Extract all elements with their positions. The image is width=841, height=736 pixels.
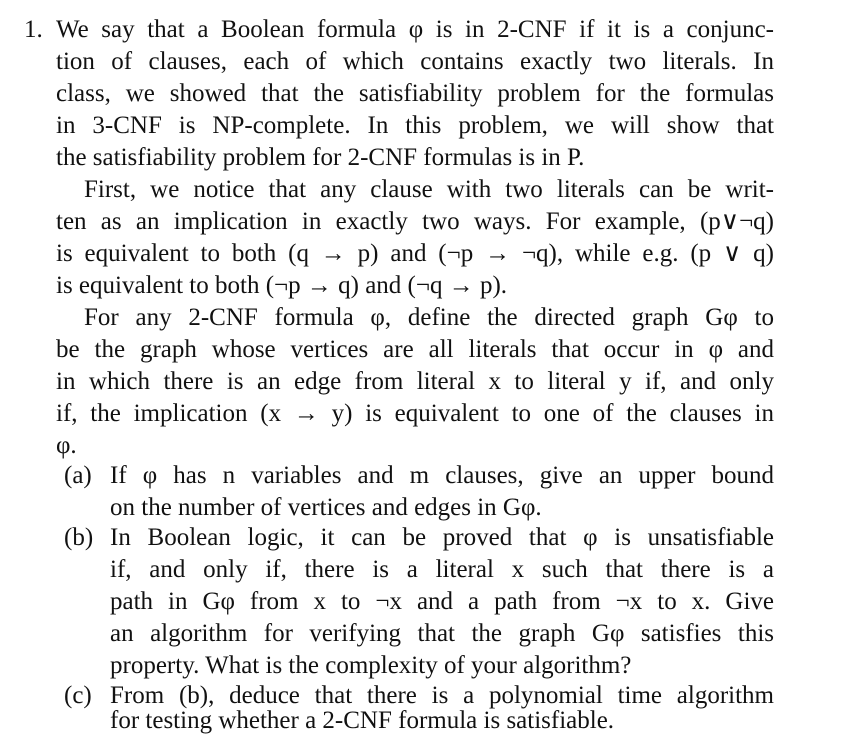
part-b-line: an algorithm for verifying that the graph Gφ satisfies this	[110, 620, 774, 647]
part-c-label: (c)	[64, 682, 92, 709]
para2-line: First, we notice that any clause with two literals can be writ-	[84, 176, 774, 203]
part-b-line: property. What is the complexity of your algorithm?	[110, 652, 632, 679]
intro-line: We say that a Boolean formula φ is in 2-CNF if it is a conjunc-	[56, 16, 774, 43]
para2-line: ten as an implication in exactly two ways. For example, (p∨¬q)	[56, 208, 774, 235]
para3-line: φ.	[56, 432, 77, 459]
problem-number: 1.	[24, 16, 43, 43]
para3-line: be the graph whose vertices are all literals that occur in φ and	[56, 336, 774, 363]
intro-line: tion of clauses, each of which contains exactly two literals. In	[56, 48, 774, 75]
part-a-line: on the number of vertices and edges in Gφ.	[110, 494, 542, 521]
part-a-line: If φ has n variables and m clauses, give an upper bound	[110, 462, 774, 489]
intro-line: the satisfiability problem for 2-CNF formulas is in P.	[56, 144, 585, 171]
para3-line: if, the implication (x → y) is equivalent to one of the clauses in	[56, 400, 774, 427]
para2-line: is equivalent to both (¬p → q) and (¬q → p).	[56, 272, 508, 299]
para3-line: in which there is an edge from literal x to literal y if, and only	[56, 368, 774, 395]
intro-line: in 3-CNF is NP-complete. In this problem, we will show that	[56, 112, 774, 139]
part-a-label: (a)	[64, 462, 92, 489]
para3-line: For any 2-CNF formula φ, define the directed graph Gφ to	[84, 304, 774, 331]
part-b-line: path in Gφ from x to ¬x and a path from ¬x to x. Give	[110, 588, 774, 615]
intro-line: class, we showed that the satisfiability problem for the formulas	[56, 80, 774, 107]
part-b-label: (b)	[64, 524, 94, 551]
part-c-line: From (b), deduce that there is a polynomial time algorithm	[110, 682, 774, 709]
part-b-line: In Boolean logic, it can be proved that φ is unsatisfiable	[110, 524, 774, 551]
part-c-line: for testing whether a 2-CNF formula is satisfiable.	[110, 707, 615, 734]
part-b-line: if, and only if, there is a literal x such that there is a	[110, 556, 774, 583]
para2-line: is equivalent to both (q → p) and (¬p → ¬q), while e.g. (p ∨ q)	[56, 240, 774, 267]
